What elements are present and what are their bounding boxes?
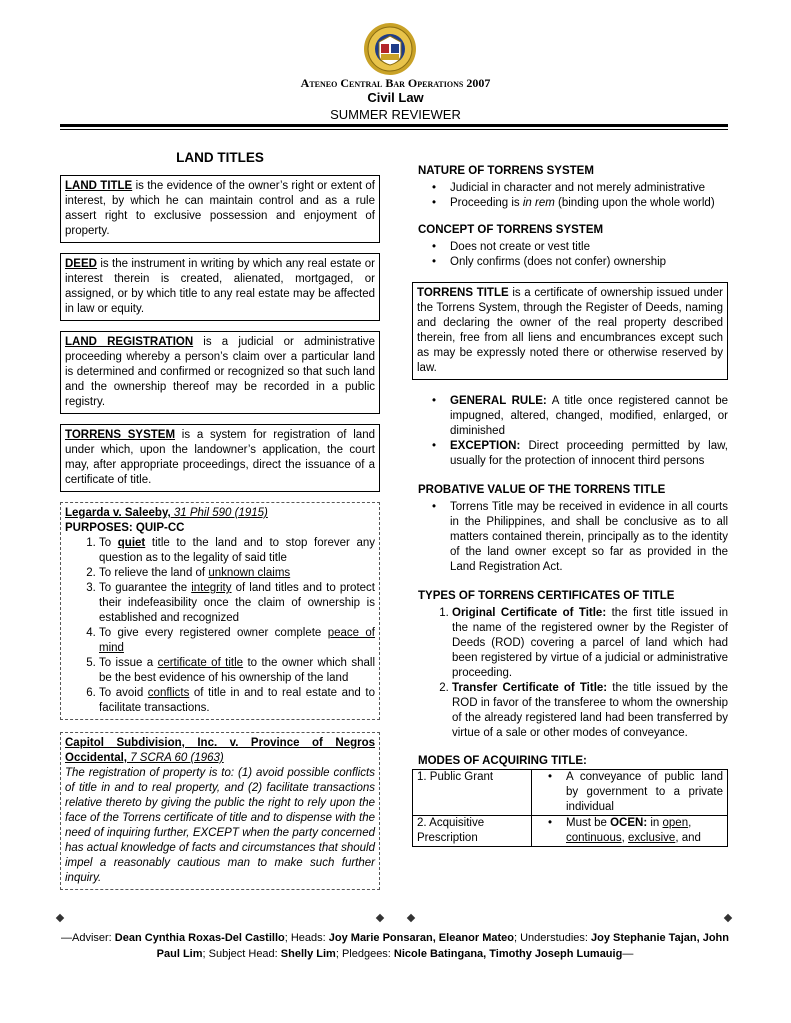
list-item: 4. To give every registered owner complete peace of mind [99,626,375,656]
corner-diamond-right [376,914,384,922]
list-item: • Does not create or vest title [450,240,728,255]
definition-text: is the evidence of the owner’s right or extent of interest, by which he can maintain control and as a rule assert right to exclusive possession and enjoyment of property. [65,180,375,237]
section-rules [412,394,728,469]
section-title: PROBATIVE VALUE OF THE TORRENS TITLE [418,484,666,496]
right-column [412,164,728,847]
header-rule-thick [60,124,728,127]
corner-diamond-left [56,914,64,922]
section-title: TYPES OF TORRENS CERTIFICATES OF TITLE [418,590,675,602]
table-cell-desc: • Must be OCEN: in open, continuous, exclusive, and [532,816,728,847]
list-item: • Torrens Title may be received in evidence in all courts in the Philippines, and shall be conclusive as to all matters contained therein, principally as to the identity of the land owner except so far as provided in the Land Registration Act. [450,500,728,575]
ateneo-seal-logo [363,22,417,76]
term: TORRENS SYSTEM [65,429,176,441]
section-title: CONCEPT OF TORRENS SYSTEM [418,224,604,236]
definition-text: is the instrument in writing by which any real estate or interest therein is created, alienated, mortgaged, or assigned, or by which title to any real estate may be affected in law or equity. [65,258,375,315]
footer-credits: —Adviser: Dean Cynthia Roxas-Del Castillo; Heads: Joy Marie Ponsaran, Eleanor Mateo; Understudies: Joy Stephanie Tajan, John Paul Lim; Subject Head: Shelly Lim; Pledgees: Nicole Batingana, Timothy Joseph Lumauig— [61,932,729,960]
table-row [413,816,728,847]
header-reviewer: SUMMER REVIEWER [330,107,461,122]
definition-land-registration [60,331,380,414]
section-title: MODES OF ACQUIRING TITLE: [418,755,587,767]
table-row [413,770,728,816]
list-item: • Proceeding is in rem (binding upon the whole world) [450,196,728,211]
case-name: Legarda v. Saleeby, [65,507,171,519]
section-nature [412,164,728,211]
case-text: The registration of property is to: (1) avoid possible conflicts of title in and to real property, and (2) facilitate transactions relative thereto by giving the public the right to rely upon the face of the Torrens certificate of title and to dispense with the need of inquiring further, EXCEPT when the party concerned has actual knowledge of facts and circumstances that should impel a reasonably cautious man to make such further inquiry. [65,767,375,884]
definition-torrens-system [60,424,380,492]
table-cell-mode: 2. Acquisitive Prescription [413,816,532,847]
header-subject: Civil Law [367,90,424,105]
definition-text: is a certificate of ownership issued under the Torrens System, through the Register of Deeds, naming and declaring the owner of the real property described therein, free from all liens and encumbrances except such as may be expressly noted there or otherwise reserved by law. [417,287,723,374]
list-item: 5. To issue a certificate of title to the owner which shall be the best evidence of his ownership of the land [99,656,375,686]
section-types [412,589,728,741]
definition-text: is a system for registration of land under which, upon the landowner’s application, the court may, after appropriate proceedings, direct the issuance of a certificate of title. [65,429,375,486]
term: LAND TITLE [65,180,133,192]
term: LAND REGISTRATION [65,336,194,348]
case-name: Capitol Subdivision, Inc. v. Province of Negros Occidental, [65,737,375,764]
definition-land-title [60,175,380,243]
definition-torrens-title [412,282,728,380]
header-rule-thin [60,129,728,130]
left-column [60,150,380,902]
section-probative [412,483,728,575]
purposes-list [65,536,375,716]
list-item-oct: 1. Original Certificate of Title: the first title issued in the name of the registered owner by the Register of Deeds (ROD) covering a parcel of land which had been registered by virtue of a judicial or administrative proceeding. [452,606,728,681]
header-school: Ateneo Central Bar Operations 2007 [300,76,491,90]
table-cell-desc: • A conveyance of public land by government to a private individual [532,770,728,816]
list-item: 3. To guarantee the integrity of land titles and to protect their indefeasibility once the claim of ownership is established and recognized [99,581,375,626]
term: TORRENS TITLE [417,287,509,299]
section-title-land-titles: LAND TITLES [176,150,264,165]
list-item: 2. To relieve the land of unknown claims [99,566,375,581]
list-item: 6. To avoid conflicts of title in and to real estate and to facilitate transactions. [99,686,375,716]
list-item-general-rule: • GENERAL RULE: A title once registered cannot be impugned, altered, changed, modified, enlarged, or diminished [450,394,728,439]
list-item-tct: 2. Transfer Certificate of Title: the title issued by the ROD in favor of the transferee to whom the ownership of the already registered land had been transferred by virtue of a sale or other modes of conveyance. [452,681,728,741]
corner-diamond-table-left [407,914,415,922]
case-citation: 7 SCRA 60 (1963) [127,752,224,764]
definition-text: is a judicial or administrative proceeding whereby a person’s claim over a particular land is determined and confirmed or recognized so that such land and the ownership thereof may be recorded in a public registry. [65,336,375,408]
modes-table [412,769,728,847]
case-legarda [60,502,380,720]
list-item: • Judicial in character and not merely administrative [450,181,728,196]
case-citation: 31 Phil 590 (1915) [170,507,268,519]
purposes-label: PURPOSES: QUIP-CC [65,522,185,534]
section-concept [412,223,728,270]
section-modes [412,755,728,847]
definition-deed [60,253,380,321]
list-item-exception: • EXCEPTION: Direct proceeding permitted by law, usually for the protection of innocent third persons [450,439,728,469]
list-item: • Only confirms (does not confer) ownership [450,255,728,270]
term: DEED [65,258,97,270]
table-cell-mode: 1. Public Grant [413,770,532,816]
section-title: NATURE OF TORRENS SYSTEM [418,165,594,177]
list-item: 1. To quiet title to the land and to stop forever any question as to the legality of said title [99,536,375,566]
case-capitol-subdivision [60,732,380,890]
corner-diamond-table-right [724,914,732,922]
